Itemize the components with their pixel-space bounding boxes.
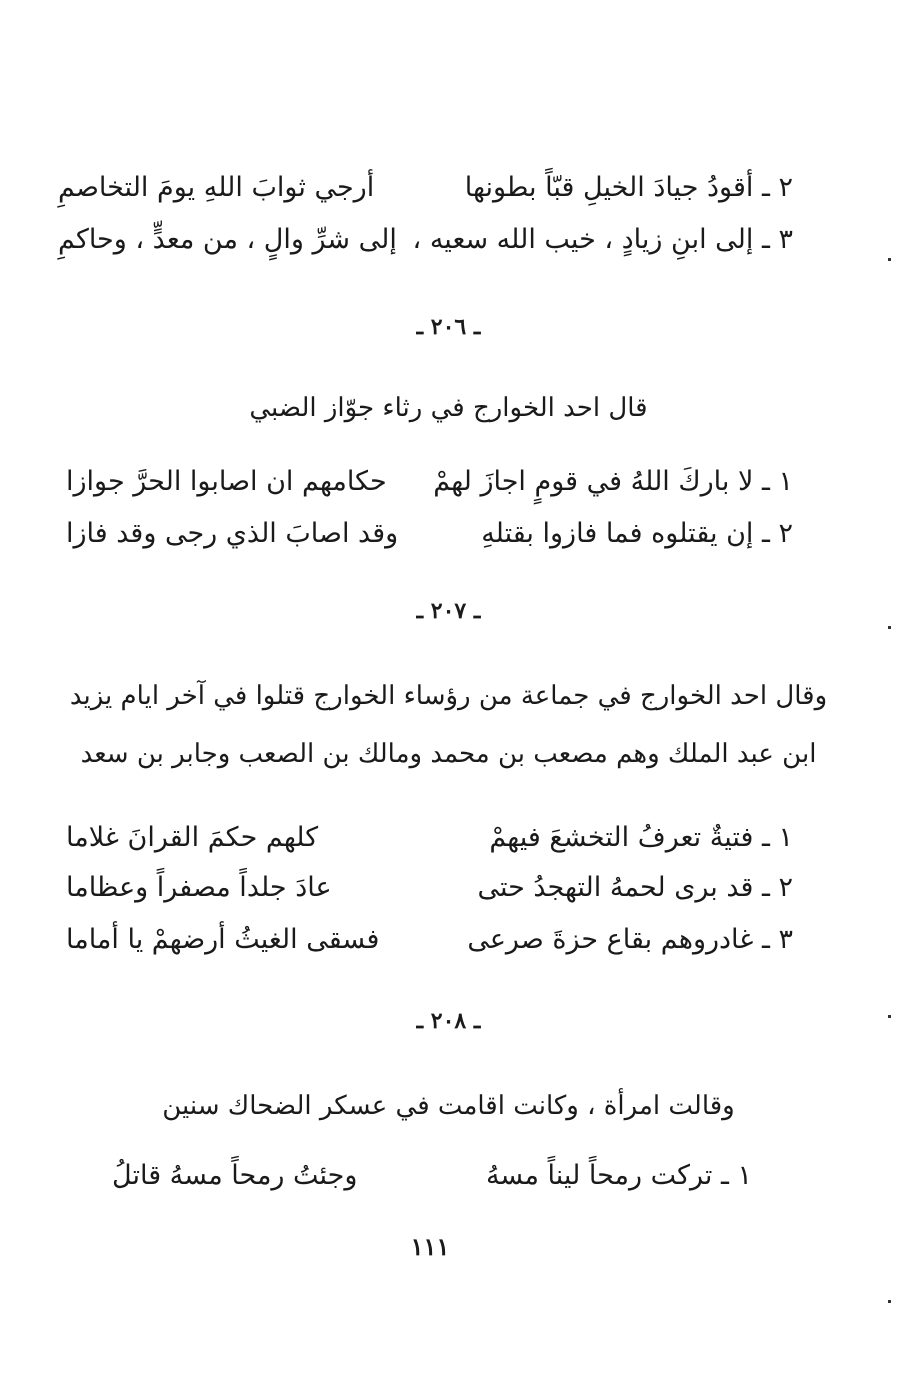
section-intro-207-line2: ابن عبد الملك وهم مصعب بن محمد ومالك بن الصعب وجابر بن سعد [80, 739, 817, 769]
hemistich-second: أرجي ثوابَ اللهِ يومَ التخاصمِ [58, 172, 375, 203]
verse-207-1 [66, 818, 793, 858]
scan-edge-mark [888, 1015, 891, 1018]
hemistich-second: وقد اصابَ الذي رجى وقد فازا [66, 518, 399, 549]
page-number: ١١١ [410, 1232, 450, 1261]
section-intro-208: وقالت امرأة ، وكانت اقامت في عسكر الضحاك سنين [162, 1091, 735, 1121]
hemistich-first: ٣ ـ إلى ابنِ زيادٍ ، خيب الله سعيه ، [412, 224, 793, 255]
hemistich-second: وجئتُ رمحاً مسهُ قاتلُ [112, 1160, 358, 1191]
hemistich-second: كلهم حكمَ القرانَ غلاما [66, 822, 319, 853]
scan-edge-mark [888, 626, 891, 629]
hemistich-first: ١ ـ فتيةٌ تعرفُ التخشعَ فيهمْ [489, 822, 793, 853]
verse-205-3 [58, 220, 793, 260]
section-number-206: ـ ٢٠٦ ـ [416, 314, 481, 340]
verse-207-2 [66, 868, 793, 908]
section-number-207: ـ ٢٠٧ ـ [416, 598, 481, 624]
hemistich-first: ٣ ـ غادروهم بقاع حزةَ صرعى [467, 924, 793, 955]
hemistich-first: ٢ ـ قد برى لحمهُ التهجدُ حتى [477, 872, 793, 903]
hemistich-second: عادَ جلداً مصفراً وعظاما [66, 872, 332, 903]
section-intro-206: قال احد الخوارج في رثاء جوّاز الضبي [249, 393, 648, 423]
hemistich-first: ٢ ـ أقودُ جيادَ الخيلِ قبّاً بطونها [464, 172, 793, 203]
scan-edge-mark [888, 1300, 891, 1303]
verse-208-1 [112, 1156, 752, 1196]
section-intro-207-line1: وقال احد الخوارج في جماعة من رؤساء الخوارج قتلوا في آخر ايام يزيد [69, 681, 828, 711]
verse-207-3 [66, 920, 793, 960]
hemistich-second: فسقى الغيثُ أرضهمْ يا أماما [66, 924, 380, 955]
verse-206-1 [66, 462, 793, 502]
section-number-208: ـ ٢٠٨ ـ [416, 1008, 481, 1034]
verse-206-2 [66, 514, 793, 554]
hemistich-second: إلى شرِّ والٍ ، من معدٍّ ، وحاكمِ [58, 224, 397, 255]
hemistich-first: ١ ـ لا باركَ اللهُ في قومٍ اجازَ لهمْ [433, 466, 793, 497]
hemistich-first: ٢ ـ إن يقتلوه فما فازوا بقتلهِ [481, 518, 793, 549]
scan-edge-mark [888, 258, 891, 261]
verse-205-2 [58, 168, 793, 208]
hemistich-second: حكامهم ان اصابوا الحرَّ جوازا [66, 466, 387, 497]
hemistich-first: ١ ـ تركت رمحاً ليناً مسهُ [485, 1160, 752, 1191]
